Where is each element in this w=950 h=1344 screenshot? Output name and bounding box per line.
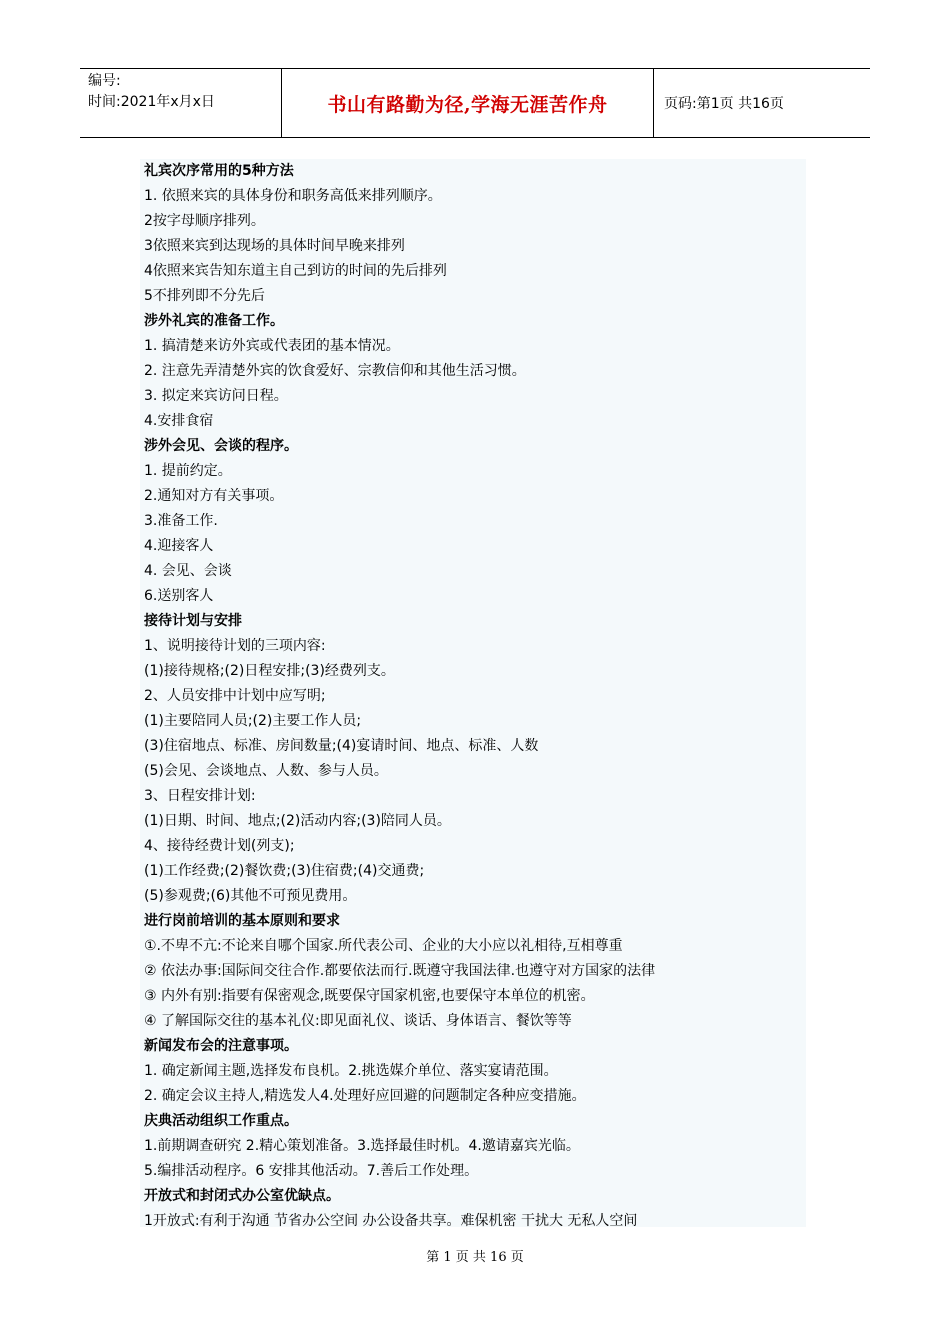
body-line: 4.迎接客人 xyxy=(144,538,214,554)
header-motto: 书山有路勤为径,学海无涯苦作舟 xyxy=(327,93,608,116)
body-line: 2.通知对方有关事项。 xyxy=(144,488,284,504)
section-heading: 涉外会见、会谈的程序。 xyxy=(144,438,298,454)
body-line: (3)住宿地点、标准、房间数量;(4)宴请时间、地点、标准、人数 xyxy=(144,738,539,754)
section-heading: 礼宾次序常用的5种方法 xyxy=(144,163,294,179)
header-table xyxy=(80,68,870,138)
body-line: ①.不卑不亢:不论来自哪个国家.所代表公司、企业的大小应以礼相待,互相尊重 xyxy=(144,938,623,954)
document-number-label: 编号: xyxy=(88,73,121,89)
body-line: 3.准备工作. xyxy=(144,513,218,529)
body-line: 4. 会见、会谈 xyxy=(144,563,232,579)
body-line: 1开放式:有利于沟通 节省办公空间 办公设备共享。难保机密 干扰大 无私人空间 xyxy=(144,1213,638,1227)
body-line: 3. 拟定来宾访问日程。 xyxy=(144,388,288,404)
page-footer: 第 1 页 共 16 页 xyxy=(426,1250,524,1265)
body-line: 4.安排食宿 xyxy=(144,413,214,429)
body-line: (5)参观费;(6)其他不可预见费用。 xyxy=(144,888,357,904)
body-line: 5不排列即不分先后 xyxy=(144,288,265,304)
body-line: ② 依法办事:国际间交往合作.都要依法而行.既遵守我国法律.也遵守对方国家的法律 xyxy=(144,963,656,979)
body-line: 4、接待经费计划(列支); xyxy=(144,838,295,854)
body-line: 1、说明接待计划的三项内容: xyxy=(144,638,326,654)
body-line: (1)日期、时间、地点;(2)活动内容;(3)陪同人员。 xyxy=(144,813,451,829)
section-heading: 开放式和封闭式办公室优缺点。 xyxy=(144,1188,340,1204)
body-line: ④ 了解国际交往的基本礼仪:即见面礼仪、谈话、身体语言、餐饮等等 xyxy=(144,1013,572,1029)
header-motto-cell xyxy=(282,69,654,137)
body-line: 1. 确定新闻主题,选择发布良机。2.挑选媒介单位、落实宴请范围。 xyxy=(144,1063,558,1079)
body-line: 1. 搞清楚来访外宾或代表团的基本情况。 xyxy=(144,338,400,354)
body-line: 1. 依照来宾的具体身份和职务高低来排列顺序。 xyxy=(144,188,442,204)
body-line: (1)接待规格;(2)日程安排;(3)经费列支。 xyxy=(144,663,395,679)
body-line: 2. 确定会议主持人,精选发人4.处理好应回避的问题制定各种应变措施。 xyxy=(144,1088,586,1104)
body-line: 5.编排活动程序。6 安排其他活动。7.善后工作处理。 xyxy=(144,1163,479,1179)
body-line: 2按字母顺序排列。 xyxy=(144,213,265,229)
section-heading: 新闻发布会的注意事项。 xyxy=(144,1038,298,1054)
section-heading: 涉外礼宾的准备工作。 xyxy=(144,313,284,329)
section-heading: 进行岗前培训的基本原则和要求 xyxy=(144,913,340,929)
header-info-cell xyxy=(80,69,282,137)
body-line: 1.前期调查研究 2.精心策划准备。3.选择最佳时机。4.邀请嘉宾光临。 xyxy=(144,1138,580,1154)
body-line: ③ 内外有别:指要有保密观念,既要保守国家机密,也要保守本单位的机密。 xyxy=(144,988,595,1004)
body-line: 2、人员安排中计划中应写明; xyxy=(144,688,326,704)
body-line: (1)工作经费;(2)餐饮费;(3)住宿费;(4)交通费; xyxy=(144,863,425,879)
header-page-cell xyxy=(654,69,870,137)
document-date-label: 时间:2021年x月x日 xyxy=(88,94,215,110)
section-heading: 接待计划与安排 xyxy=(144,613,242,629)
header-page-info: 页码:第1页 共16页 xyxy=(664,96,784,112)
document-body xyxy=(140,159,806,1227)
body-line: (5)会见、会谈地点、人数、参与人员。 xyxy=(144,763,388,779)
body-line: 1. 提前约定。 xyxy=(144,463,232,479)
body-line: 6.送别客人 xyxy=(144,588,214,604)
body-line: 4依照来宾告知东道主自己到访的时间的先后排列 xyxy=(144,263,447,279)
body-line: (1)主要陪同人员;(2)主要工作人员; xyxy=(144,713,362,729)
section-heading: 庆典活动组织工作重点。 xyxy=(144,1113,298,1129)
body-line: 2. 注意先弄清楚外宾的饮食爱好、宗教信仰和其他生活习惯。 xyxy=(144,363,526,379)
body-line: 3依照来宾到达现场的具体时间早晚来排列 xyxy=(144,238,405,254)
body-line: 3、日程安排计划: xyxy=(144,788,256,804)
